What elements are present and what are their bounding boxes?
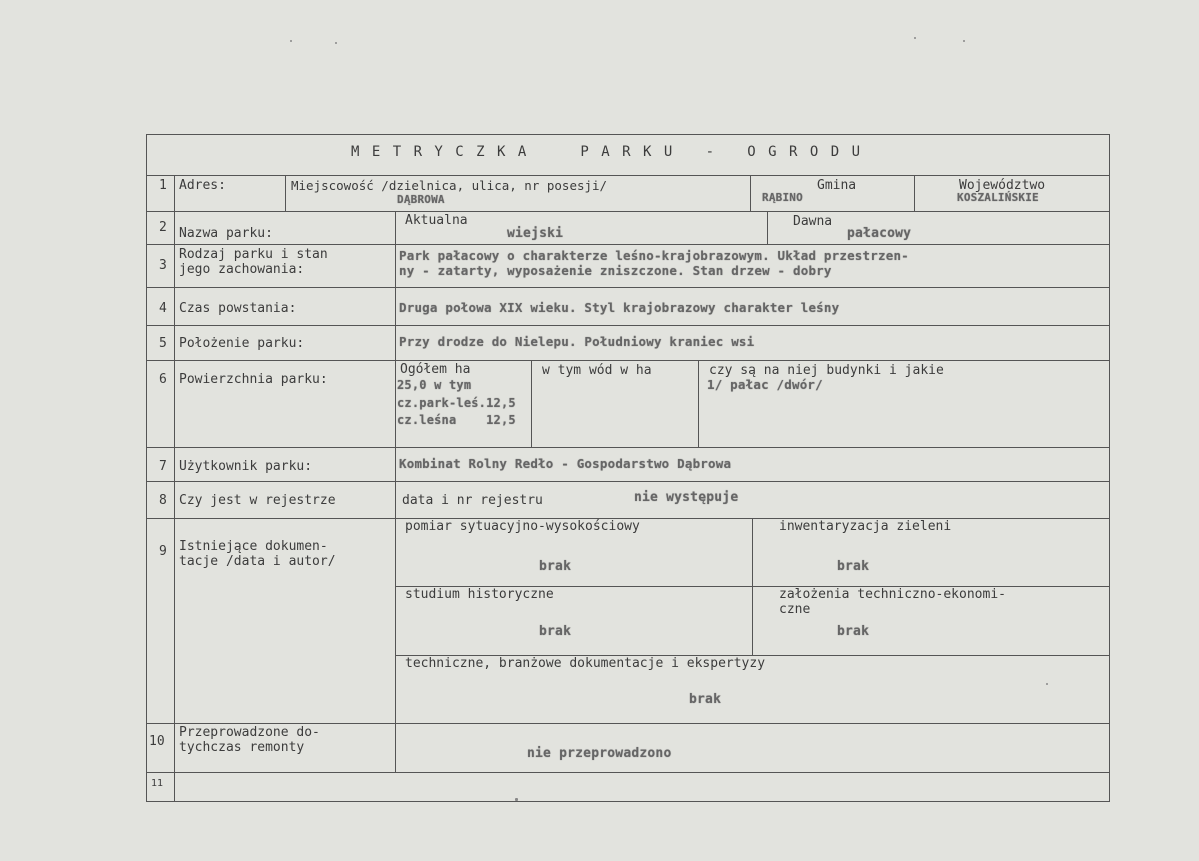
total-area-value: 25,0 w tym xyxy=(397,378,472,392)
user-label: Użytkownik parku: xyxy=(179,459,313,474)
register-value: nie występuje xyxy=(634,490,739,505)
former-name-value: pałacowy xyxy=(847,226,912,241)
park-record-form xyxy=(146,134,1110,802)
row-number: 1 xyxy=(159,178,167,193)
column-divider xyxy=(285,175,286,211)
column-divider xyxy=(767,211,768,244)
row-divider xyxy=(147,447,1109,448)
creation-time-label: Czas powstania: xyxy=(179,301,297,316)
gmina-header: Gmina xyxy=(817,178,857,193)
park-type-value: ny - zatarty, wyposażenie zniszczone. Stan drzew - dobry xyxy=(399,263,832,278)
technical-docs-header: techniczne, branżowe dokumentacje i ekspertyzy xyxy=(405,656,766,671)
technical-docs-value: brak xyxy=(689,692,722,707)
history-value: brak xyxy=(539,624,572,639)
row-divider xyxy=(147,325,1109,326)
row-divider xyxy=(147,287,1109,288)
row-divider xyxy=(147,723,1109,724)
row-divider xyxy=(147,175,1109,176)
park-type-label: Rodzaj parku i stan xyxy=(179,247,328,262)
repairs-label: tychczas remonty xyxy=(179,740,305,755)
column-divider xyxy=(750,175,751,211)
current-name-header: Aktualna xyxy=(405,213,468,228)
row-divider xyxy=(147,244,1109,245)
column-divider xyxy=(531,360,532,447)
locality-value: DĄBROWA xyxy=(397,193,445,206)
paper-speck xyxy=(290,40,292,42)
register-label: Czy jest w rejestrze xyxy=(179,493,336,508)
area-label: Powierzchnia parku: xyxy=(179,372,328,387)
tech-eco-header: założenia techniczno-ekonomi- xyxy=(779,587,1006,602)
tech-eco-value: brak xyxy=(837,624,870,639)
row-number: 8 xyxy=(159,493,167,508)
row-number: 9 xyxy=(159,544,167,559)
water-area-header: w tym wód w ha xyxy=(542,363,652,378)
survey-header: pomiar sytuacyjno-wysokościowy xyxy=(405,519,640,534)
column-divider xyxy=(698,360,699,447)
register-header: data i nr rejestru xyxy=(402,493,543,508)
row-number: 5 xyxy=(159,336,167,351)
total-area-value: cz.park-leś.12,5 xyxy=(397,396,516,410)
documentation-label: tacje /data i autor/ xyxy=(179,554,336,569)
column-divider xyxy=(752,518,753,655)
row-divider xyxy=(147,360,1109,361)
column-divider xyxy=(914,175,915,211)
row-divider xyxy=(147,481,1109,482)
total-area-header: Ogółem ha xyxy=(400,362,471,377)
address-label: Adres: xyxy=(179,178,226,193)
row-number: 11 xyxy=(151,778,164,789)
voivodeship-header: Województwo xyxy=(959,178,1046,193)
inventory-value: brak xyxy=(837,559,870,574)
row-divider xyxy=(147,772,1109,773)
buildings-header: czy są na niej budynki i jakie xyxy=(709,363,944,378)
location-label: Położenie parku: xyxy=(179,336,305,351)
form-title: M E T R Y C Z K A P A R K U - O G R O D U xyxy=(351,144,863,160)
gmina-value: RĄBINO xyxy=(762,191,803,204)
location-value: Przy drodze do Nielepu. Południowy kraniec wsi xyxy=(399,334,755,349)
paper-speck xyxy=(335,42,337,44)
voivodeship-value: KOSZALIŃSKIE xyxy=(957,191,1039,204)
survey-value: brak xyxy=(539,559,572,574)
column-divider xyxy=(174,175,175,801)
buildings-value: 1/ pałac /dwór/ xyxy=(707,377,823,392)
row-number: 4 xyxy=(159,301,167,316)
row-number: 10 xyxy=(149,734,165,749)
paper-speck xyxy=(914,37,916,39)
park-type-value: Park pałacowy o charakterze leśno-krajobrazowym. Układ przestrzen- xyxy=(399,248,909,263)
creation-time-value: Druga połowa XIX wieku. Styl krajobrazowy charakter leśny xyxy=(399,300,840,315)
documentation-label: Istniejące dokumen- xyxy=(179,539,328,554)
row-divider xyxy=(147,211,1109,212)
user-value: Kombinat Rolny Redło - Gospodarstwo Dąbrowa xyxy=(399,456,732,471)
total-area-value: cz.leśna 12,5 xyxy=(397,413,516,427)
park-name-label: Nazwa parku: xyxy=(179,226,273,241)
row-number: 2 xyxy=(159,220,167,235)
repairs-label: Przeprowadzone do- xyxy=(179,725,320,740)
inventory-header: inwentaryzacja zieleni xyxy=(779,519,952,534)
tech-eco-header: czne xyxy=(779,602,811,617)
locality-header: Miejscowość /dzielnica, ulica, nr posesji/ xyxy=(291,178,608,193)
history-header: studium historyczne xyxy=(405,587,554,602)
row-number: 6 xyxy=(159,372,167,387)
current-name-value: wiejski xyxy=(507,226,564,241)
repairs-value: nie przeprowadzono xyxy=(527,746,672,761)
row-number: 7 xyxy=(159,459,167,474)
column-divider xyxy=(395,211,396,772)
row-number: 3 xyxy=(159,258,167,273)
paper-speck xyxy=(963,40,965,42)
former-name-header: Dawna xyxy=(793,214,833,229)
park-type-label: jego zachowania: xyxy=(179,262,305,277)
